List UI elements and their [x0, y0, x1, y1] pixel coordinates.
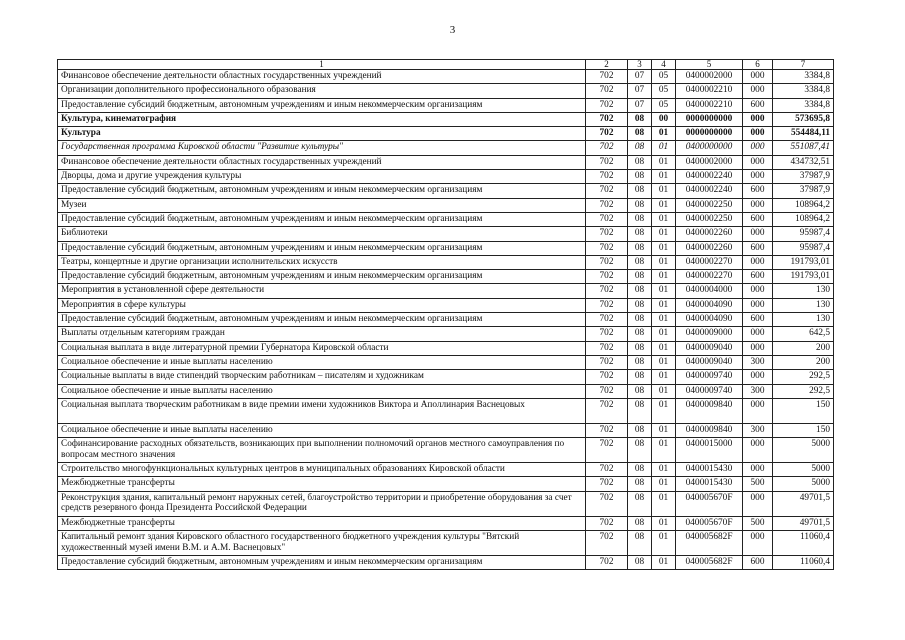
row-name-cell: Мероприятия в сфере культуры [58, 298, 586, 312]
header-cell: 7 [773, 60, 834, 70]
row-subsection-cell: 01 [652, 227, 676, 241]
row-subsection-cell: 05 [652, 70, 676, 84]
row-section-cell: 07 [628, 70, 652, 84]
row-target-cell: 0400015430 [676, 477, 743, 491]
table-row [58, 84, 834, 98]
row-amount-cell: 3384,8 [773, 70, 834, 84]
row-name-cell: Предоставление субсидий бюджетным, автономным учреждениям и иным некоммерческим организациям [58, 313, 586, 327]
row-amount-cell: 49701,5 [773, 516, 834, 530]
row-section-cell: 08 [628, 298, 652, 312]
row-code-cell: 702 [586, 341, 628, 355]
row-subsection-cell: 05 [652, 98, 676, 112]
row-section-cell: 08 [628, 141, 652, 155]
header-cell: 2 [586, 60, 628, 70]
row-code-cell: 702 [586, 127, 628, 141]
row-code-cell: 702 [586, 227, 628, 241]
row-subsection-cell: 01 [652, 370, 676, 384]
table-row [58, 341, 834, 355]
row-subsection-cell: 01 [652, 184, 676, 198]
table-header-row [58, 60, 834, 70]
table-row [58, 127, 834, 141]
row-subsection-cell: 01 [652, 327, 676, 341]
row-amount-cell: 130 [773, 298, 834, 312]
row-amount-cell: 130 [773, 284, 834, 298]
row-type-cell: 000 [743, 398, 773, 423]
row-type-cell: 000 [743, 327, 773, 341]
row-amount-cell: 130 [773, 313, 834, 327]
row-section-cell: 08 [628, 341, 652, 355]
row-code-cell: 702 [586, 298, 628, 312]
row-subsection-cell: 01 [652, 241, 676, 255]
budget-table [57, 59, 834, 570]
row-section-cell: 08 [628, 463, 652, 477]
table-row [58, 227, 834, 241]
row-name-cell: Предоставление субсидий бюджетным, автономным учреждениям и иным некоммерческим организациям [58, 556, 586, 570]
row-code-cell: 702 [586, 112, 628, 126]
table-row [58, 531, 834, 556]
row-amount-cell: 292,5 [773, 370, 834, 384]
row-subsection-cell: 01 [652, 463, 676, 477]
row-target-cell: 0400015430 [676, 463, 743, 477]
row-subsection-cell: 01 [652, 384, 676, 398]
row-subsection-cell: 01 [652, 477, 676, 491]
table-row [58, 477, 834, 491]
row-name-cell: Межбюджетные трансферты [58, 477, 586, 491]
row-target-cell: 0400009000 [676, 327, 743, 341]
row-target-cell: 0400009840 [676, 423, 743, 437]
row-target-cell: 0400004000 [676, 284, 743, 298]
row-subsection-cell: 01 [652, 198, 676, 212]
table-row [58, 241, 834, 255]
row-code-cell: 702 [586, 98, 628, 112]
row-code-cell: 702 [586, 398, 628, 423]
row-target-cell: 0400002000 [676, 70, 743, 84]
row-type-cell: 000 [743, 155, 773, 169]
row-amount-cell: 5000 [773, 438, 834, 463]
row-target-cell: 040005670F [676, 491, 743, 516]
row-type-cell: 600 [743, 270, 773, 284]
row-subsection-cell: 01 [652, 298, 676, 312]
header-cell: 1 [58, 60, 586, 70]
table-row [58, 212, 834, 226]
table-row [58, 270, 834, 284]
row-section-cell: 08 [628, 370, 652, 384]
row-target-cell: 0400002000 [676, 155, 743, 169]
row-target-cell: 0400015000 [676, 438, 743, 463]
row-target-cell: 0400002210 [676, 98, 743, 112]
row-amount-cell: 551087,41 [773, 141, 834, 155]
row-name-cell: Капитальный ремонт здания Кировского областного государственного бюджетного учреждения культуры "Вятский художественный музей имени В.М. и А.М. Васнецовых" [58, 531, 586, 556]
row-target-cell: 0400009840 [676, 398, 743, 423]
row-type-cell: 600 [743, 98, 773, 112]
row-section-cell: 08 [628, 112, 652, 126]
row-target-cell: 0400002270 [676, 270, 743, 284]
row-section-cell: 08 [628, 127, 652, 141]
row-code-cell: 702 [586, 155, 628, 169]
row-target-cell: 0400002270 [676, 255, 743, 269]
row-subsection-cell: 01 [652, 141, 676, 155]
row-code-cell: 702 [586, 212, 628, 226]
row-subsection-cell: 01 [652, 212, 676, 226]
row-amount-cell: 3384,8 [773, 98, 834, 112]
row-amount-cell: 292,5 [773, 384, 834, 398]
page-number: 3 [449, 24, 456, 36]
row-subsection-cell: 01 [652, 255, 676, 269]
row-amount-cell: 3384,8 [773, 84, 834, 98]
row-target-cell: 0400009740 [676, 384, 743, 398]
row-name-cell: Социальные выплаты в виде стипендий творческим работникам – писателям и художникам [58, 370, 586, 384]
table-row [58, 438, 834, 463]
row-name-cell: Дворцы, дома и другие учреждения культуры [58, 170, 586, 184]
row-section-cell: 08 [628, 491, 652, 516]
row-code-cell: 702 [586, 438, 628, 463]
table-row [58, 70, 834, 84]
row-subsection-cell: 01 [652, 491, 676, 516]
table-row [58, 398, 834, 423]
row-amount-cell: 434732,51 [773, 155, 834, 169]
row-target-cell: 0400002210 [676, 84, 743, 98]
row-name-cell: Предоставление субсидий бюджетным, автономным учреждениям и иным некоммерческим организациям [58, 212, 586, 226]
row-amount-cell: 95987,4 [773, 227, 834, 241]
row-section-cell: 08 [628, 384, 652, 398]
row-name-cell: Социальное обеспечение и иные выплаты населению [58, 384, 586, 398]
row-type-cell: 600 [743, 313, 773, 327]
row-target-cell: 0400004090 [676, 298, 743, 312]
row-code-cell: 702 [586, 355, 628, 369]
row-amount-cell: 642,5 [773, 327, 834, 341]
row-target-cell: 0400002250 [676, 212, 743, 226]
row-target-cell: 0400002240 [676, 170, 743, 184]
table-row [58, 112, 834, 126]
table-row [58, 556, 834, 570]
row-code-cell: 702 [586, 255, 628, 269]
row-name-cell: Предоставление субсидий бюджетным, автономным учреждениям и иным некоммерческим организациям [58, 270, 586, 284]
row-amount-cell: 150 [773, 398, 834, 423]
row-type-cell: 600 [743, 556, 773, 570]
table-row [58, 313, 834, 327]
row-code-cell: 702 [586, 531, 628, 556]
row-target-cell: 0000000000 [676, 112, 743, 126]
row-section-cell: 08 [628, 212, 652, 226]
row-type-cell: 000 [743, 127, 773, 141]
row-amount-cell: 191793,01 [773, 255, 834, 269]
row-section-cell: 08 [628, 438, 652, 463]
row-target-cell: 0400009040 [676, 355, 743, 369]
row-amount-cell: 554484,11 [773, 127, 834, 141]
table-row [58, 370, 834, 384]
row-subsection-cell: 01 [652, 438, 676, 463]
row-amount-cell: 108964,2 [773, 212, 834, 226]
row-type-cell: 000 [743, 298, 773, 312]
table-row [58, 355, 834, 369]
header-cell: 4 [652, 60, 676, 70]
row-code-cell: 702 [586, 384, 628, 398]
row-name-cell: Социальная выплата в виде литературной премии Губернатора Кировской области [58, 341, 586, 355]
row-section-cell: 08 [628, 284, 652, 298]
table-row [58, 170, 834, 184]
row-name-cell: Социальное обеспечение и иные выплаты населению [58, 355, 586, 369]
table-row [58, 516, 834, 530]
header-cell: 5 [676, 60, 743, 70]
row-amount-cell: 200 [773, 355, 834, 369]
row-code-cell: 702 [586, 270, 628, 284]
row-name-cell: Библиотеки [58, 227, 586, 241]
row-type-cell: 000 [743, 255, 773, 269]
row-code-cell: 702 [586, 423, 628, 437]
row-type-cell: 500 [743, 516, 773, 530]
row-amount-cell: 5000 [773, 477, 834, 491]
row-target-cell: 0400009040 [676, 341, 743, 355]
row-amount-cell: 200 [773, 341, 834, 355]
row-section-cell: 08 [628, 155, 652, 169]
row-name-cell: Мероприятия в установленной сфере деятельности [58, 284, 586, 298]
row-code-cell: 702 [586, 141, 628, 155]
row-type-cell: 000 [743, 341, 773, 355]
row-target-cell: 0400002260 [676, 227, 743, 241]
row-type-cell: 600 [743, 212, 773, 226]
row-amount-cell: 573695,8 [773, 112, 834, 126]
row-amount-cell: 11060,4 [773, 531, 834, 556]
row-section-cell: 08 [628, 241, 652, 255]
row-type-cell: 000 [743, 141, 773, 155]
row-subsection-cell: 01 [652, 284, 676, 298]
row-type-cell: 600 [743, 241, 773, 255]
table-row [58, 423, 834, 437]
row-type-cell: 000 [743, 112, 773, 126]
row-section-cell: 07 [628, 84, 652, 98]
row-name-cell: Государственная программа Кировской области "Развитие культуры" [58, 141, 586, 155]
row-type-cell: 000 [743, 491, 773, 516]
row-code-cell: 702 [586, 84, 628, 98]
row-subsection-cell: 01 [652, 398, 676, 423]
row-code-cell: 702 [586, 327, 628, 341]
row-section-cell: 08 [628, 556, 652, 570]
row-section-cell: 08 [628, 423, 652, 437]
row-target-cell: 0400000000 [676, 141, 743, 155]
row-type-cell: 000 [743, 370, 773, 384]
row-target-cell: 0400002260 [676, 241, 743, 255]
row-name-cell: Финансовое обеспечение деятельности областных государственных учреждений [58, 70, 586, 84]
row-name-cell: Культура [58, 127, 586, 141]
table-row [58, 463, 834, 477]
row-subsection-cell: 01 [652, 170, 676, 184]
row-amount-cell: 37987,9 [773, 184, 834, 198]
row-code-cell: 702 [586, 516, 628, 530]
table-row [58, 198, 834, 212]
row-code-cell: 702 [586, 313, 628, 327]
row-subsection-cell: 01 [652, 423, 676, 437]
row-type-cell: 000 [743, 227, 773, 241]
row-name-cell: Театры, концертные и другие организации исполнительских искусств [58, 255, 586, 269]
row-code-cell: 702 [586, 463, 628, 477]
row-code-cell: 702 [586, 184, 628, 198]
row-amount-cell: 5000 [773, 463, 834, 477]
row-target-cell: 0000000000 [676, 127, 743, 141]
row-target-cell: 0400009740 [676, 370, 743, 384]
row-name-cell: Культура, кинематография [58, 112, 586, 126]
table-body [58, 70, 834, 570]
row-subsection-cell: 01 [652, 127, 676, 141]
row-code-cell: 702 [586, 198, 628, 212]
row-code-cell: 702 [586, 170, 628, 184]
row-amount-cell: 108964,2 [773, 198, 834, 212]
row-name-cell: Социальное обеспечение и иные выплаты населению [58, 423, 586, 437]
row-amount-cell: 37987,9 [773, 170, 834, 184]
row-name-cell: Реконструкция здания, капитальный ремонт наружных сетей, благоустройство территории и приобретение оборудования за счет средств резервного фонда Президента Российской Федерации [58, 491, 586, 516]
row-name-cell: Предоставление субсидий бюджетным, автономным учреждениям и иным некоммерческим организациям [58, 98, 586, 112]
row-subsection-cell: 01 [652, 341, 676, 355]
row-target-cell: 0400004090 [676, 313, 743, 327]
table-row [58, 298, 834, 312]
row-subsection-cell: 01 [652, 155, 676, 169]
row-name-cell: Организации дополнительного профессионального образования [58, 84, 586, 98]
row-subsection-cell: 05 [652, 84, 676, 98]
row-name-cell: Музеи [58, 198, 586, 212]
row-type-cell: 300 [743, 423, 773, 437]
row-subsection-cell: 01 [652, 531, 676, 556]
row-name-cell: Предоставление субсидий бюджетным, автономным учреждениям и иным некоммерческим организациям [58, 184, 586, 198]
row-name-cell: Строительство многофункциональных культурных центров в муниципальных образованиях Кировской области [58, 463, 586, 477]
row-section-cell: 08 [628, 327, 652, 341]
row-subsection-cell: 01 [652, 270, 676, 284]
row-type-cell: 000 [743, 531, 773, 556]
row-name-cell: Социальная выплата творческим работникам в виде премии имени художников Виктора и Аполлинария Васнецовых [58, 398, 586, 423]
row-type-cell: 000 [743, 170, 773, 184]
row-name-cell: Финансовое обеспечение деятельности областных государственных учреждений [58, 155, 586, 169]
row-target-cell: 0400002250 [676, 198, 743, 212]
row-subsection-cell: 01 [652, 556, 676, 570]
row-name-cell: Выплаты отдельным категориям граждан [58, 327, 586, 341]
row-section-cell: 08 [628, 198, 652, 212]
header-cell: 6 [743, 60, 773, 70]
row-section-cell: 08 [628, 227, 652, 241]
row-section-cell: 08 [628, 398, 652, 423]
row-code-cell: 702 [586, 370, 628, 384]
row-section-cell: 08 [628, 477, 652, 491]
row-name-cell: Софинансирование расходных обязательств, возникающих при выполнении полномочий органов местного самоуправления по вопросам местного значения [58, 438, 586, 463]
row-amount-cell: 191793,01 [773, 270, 834, 284]
row-code-cell: 702 [586, 477, 628, 491]
row-type-cell: 000 [743, 438, 773, 463]
row-type-cell: 300 [743, 355, 773, 369]
table-row [58, 155, 834, 169]
row-type-cell: 500 [743, 477, 773, 491]
row-subsection-cell: 01 [652, 313, 676, 327]
row-subsection-cell: 01 [652, 355, 676, 369]
row-type-cell: 300 [743, 384, 773, 398]
row-section-cell: 08 [628, 270, 652, 284]
row-subsection-cell: 00 [652, 112, 676, 126]
row-type-cell: 000 [743, 84, 773, 98]
row-target-cell: 040005670F [676, 516, 743, 530]
row-code-cell: 702 [586, 241, 628, 255]
row-name-cell: Предоставление субсидий бюджетным, автономным учреждениям и иным некоммерческим организациям [58, 241, 586, 255]
table-row [58, 141, 834, 155]
row-section-cell: 08 [628, 170, 652, 184]
row-section-cell: 08 [628, 255, 652, 269]
row-section-cell: 08 [628, 313, 652, 327]
row-target-cell: 040005682F [676, 556, 743, 570]
row-amount-cell: 95987,4 [773, 241, 834, 255]
row-section-cell: 08 [628, 184, 652, 198]
row-type-cell: 000 [743, 70, 773, 84]
row-type-cell: 000 [743, 284, 773, 298]
row-code-cell: 702 [586, 70, 628, 84]
row-code-cell: 702 [586, 284, 628, 298]
table-row [58, 284, 834, 298]
row-target-cell: 0400002240 [676, 184, 743, 198]
row-type-cell: 000 [743, 463, 773, 477]
table-row [58, 184, 834, 198]
table-row [58, 98, 834, 112]
row-code-cell: 702 [586, 556, 628, 570]
table-row [58, 327, 834, 341]
row-amount-cell: 11060,4 [773, 556, 834, 570]
row-section-cell: 08 [628, 516, 652, 530]
row-amount-cell: 49701,5 [773, 491, 834, 516]
table-row [58, 491, 834, 516]
header-cell: 3 [628, 60, 652, 70]
row-type-cell: 000 [743, 198, 773, 212]
row-code-cell: 702 [586, 491, 628, 516]
row-section-cell: 07 [628, 98, 652, 112]
row-section-cell: 08 [628, 531, 652, 556]
table-row [58, 384, 834, 398]
row-name-cell: Межбюджетные трансферты [58, 516, 586, 530]
row-section-cell: 08 [628, 355, 652, 369]
table-row [58, 255, 834, 269]
row-type-cell: 600 [743, 184, 773, 198]
row-target-cell: 040005682F [676, 531, 743, 556]
row-subsection-cell: 01 [652, 516, 676, 530]
row-amount-cell: 150 [773, 423, 834, 437]
